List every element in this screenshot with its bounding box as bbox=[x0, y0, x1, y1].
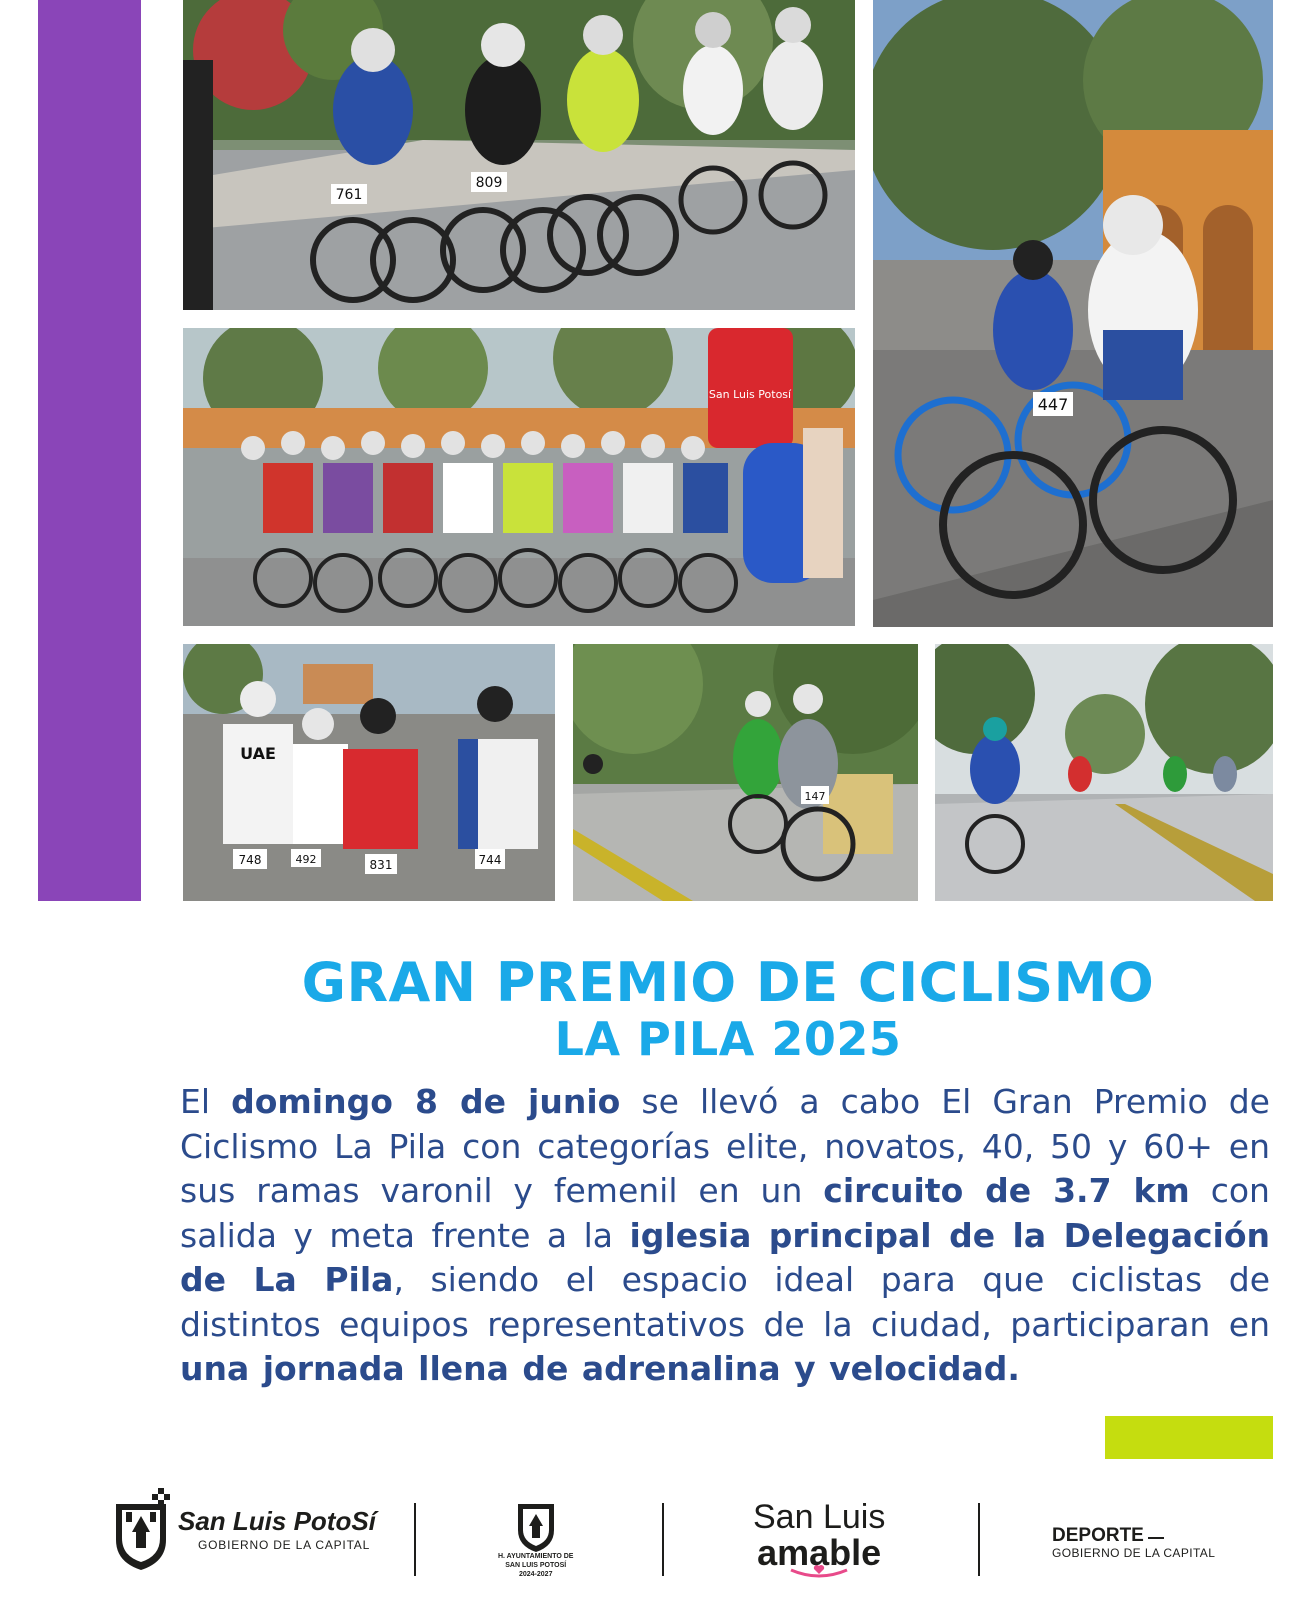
closing-highlight: una jornada llena de adrenalina y velocidad. bbox=[180, 1349, 1020, 1388]
circuit-highlight: circuito de 3.7 km bbox=[823, 1171, 1190, 1210]
photo-riders-near-church bbox=[873, 0, 1273, 627]
event-description bbox=[180, 1080, 1270, 1392]
photo-tree-lined-road bbox=[573, 644, 918, 901]
bib-number: 809 bbox=[475, 175, 503, 191]
brand-name: San Luis PotoSí bbox=[178, 1505, 376, 1536]
footer-divider bbox=[414, 1503, 416, 1576]
san-luis-amable-logo bbox=[753, 1500, 885, 1578]
text-segment: , siendo el espacio ideal para que ciclistas de distintos equipos representativos de la ciudad, participaran en bbox=[180, 1260, 1270, 1344]
footer-divider bbox=[978, 1503, 980, 1576]
photo-start-line-closeup bbox=[183, 644, 555, 901]
amable-line2: amable bbox=[757, 1532, 882, 1573]
event-title: GRAN PREMIO DE CICLISMO bbox=[301, 951, 1155, 1014]
coat-of-arms-icon bbox=[110, 1488, 172, 1570]
brand-subtitle: GOBIERNO DE LA CAPITAL bbox=[198, 1537, 371, 1552]
bib-number: 744 bbox=[478, 853, 502, 867]
ayuntamiento-line3: 2024-2027 bbox=[518, 1571, 553, 1578]
bib-number: 831 bbox=[369, 858, 393, 872]
event-subtitle: LA PILA 2025 bbox=[554, 1012, 902, 1066]
bib-number: 147 bbox=[804, 790, 826, 803]
text-segment: El bbox=[180, 1082, 232, 1121]
bib-number: 761 bbox=[335, 187, 363, 203]
amable-line1: San Luis bbox=[753, 1498, 886, 1536]
ayuntamiento-line1: H. AYUNTAMIENTO DE bbox=[498, 1553, 574, 1560]
photo-cyclists-group-front bbox=[183, 0, 855, 310]
photo-road-distant-riders bbox=[935, 644, 1273, 901]
purple-accent-bar bbox=[38, 0, 141, 901]
bib-number: 748 bbox=[238, 853, 262, 867]
deporte-logo bbox=[1052, 1526, 1215, 1561]
photo-peloton-start bbox=[183, 328, 855, 626]
bib-number: 492 bbox=[295, 853, 317, 866]
ayuntamiento-logo bbox=[498, 1500, 573, 1579]
footer-divider bbox=[662, 1503, 664, 1576]
deporte-subtitle: GOBIERNO DE LA CAPITAL bbox=[1052, 1546, 1216, 1560]
banner-text: San Luis Potosí bbox=[708, 388, 792, 401]
deporte-title: DEPORTE bbox=[1052, 1526, 1164, 1546]
date-highlight: domingo 8 de junio bbox=[231, 1082, 621, 1121]
ayuntamiento-line2: SAN LUIS POTOSÍ bbox=[505, 1562, 567, 1569]
san-luis-potosi-logo bbox=[110, 1488, 376, 1570]
location-highlight: iglesia principal de la Delegación de La Pila bbox=[180, 1215, 1271, 1299]
text-segment: se llevó a cabo El Gran Premio de Ciclismo La Pila con categorías elite, novatos, 40, 50 y 60+ en sus ramas varonil y femenil en un bbox=[180, 1082, 1270, 1210]
municipal-seal-icon bbox=[514, 1500, 558, 1552]
text-segment: con salida y meta frente a la bbox=[180, 1171, 1270, 1255]
lime-accent-bar bbox=[1105, 1416, 1273, 1459]
jersey-text: UAE bbox=[240, 744, 276, 763]
bib-number: 447 bbox=[1037, 395, 1069, 414]
